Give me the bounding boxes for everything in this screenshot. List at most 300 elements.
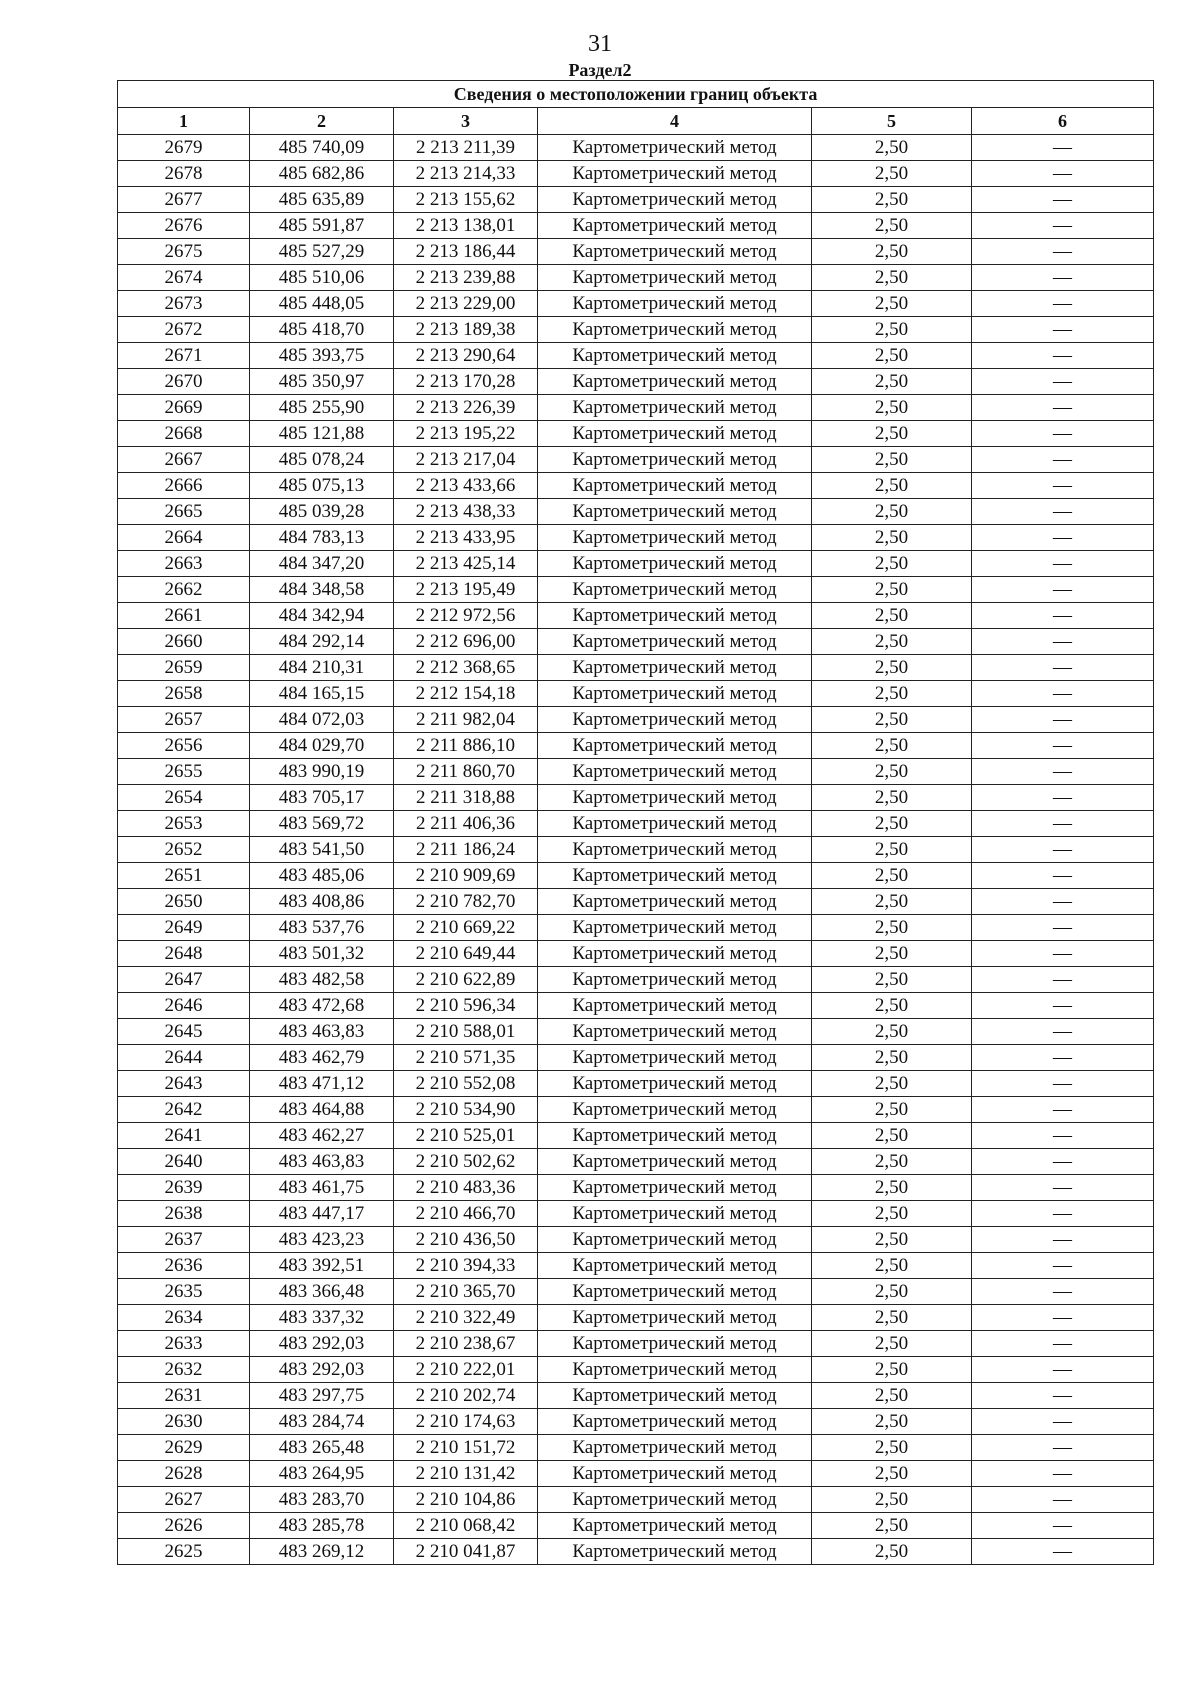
accuracy-cell: 2,50 xyxy=(812,915,972,941)
method-cell: Картометрический метод xyxy=(538,1097,812,1123)
table-row xyxy=(118,421,1154,447)
table-row xyxy=(118,811,1154,837)
description-cell: — xyxy=(972,1279,1154,1305)
method-cell: Картометрический метод xyxy=(538,1227,812,1253)
point-number-cell: 2629 xyxy=(118,1435,250,1461)
y-coordinate-cell: 2 210 151,72 xyxy=(394,1435,538,1461)
description-cell: — xyxy=(972,525,1154,551)
method-cell: Картометрический метод xyxy=(538,889,812,915)
description-cell: — xyxy=(972,1305,1154,1331)
table-body xyxy=(118,135,1154,1565)
method-cell: Картометрический метод xyxy=(538,993,812,1019)
description-cell: — xyxy=(972,967,1154,993)
description-cell: — xyxy=(972,837,1154,863)
x-coordinate-cell: 483 292,03 xyxy=(250,1331,394,1357)
method-cell: Картометрический метод xyxy=(538,1383,812,1409)
table-row xyxy=(118,291,1154,317)
x-coordinate-cell: 483 264,95 xyxy=(250,1461,394,1487)
table-row xyxy=(118,967,1154,993)
x-coordinate-cell: 485 591,87 xyxy=(250,213,394,239)
y-coordinate-cell: 2 213 155,62 xyxy=(394,187,538,213)
accuracy-cell: 2,50 xyxy=(812,837,972,863)
description-cell: — xyxy=(972,499,1154,525)
point-number-cell: 2636 xyxy=(118,1253,250,1279)
table-row xyxy=(118,577,1154,603)
column-number-row xyxy=(118,108,1154,135)
y-coordinate-cell: 2 210 483,36 xyxy=(394,1175,538,1201)
x-coordinate-cell: 483 472,68 xyxy=(250,993,394,1019)
point-number-cell: 2651 xyxy=(118,863,250,889)
description-cell: — xyxy=(972,707,1154,733)
point-number-cell: 2667 xyxy=(118,447,250,473)
y-coordinate-cell: 2 213 170,28 xyxy=(394,369,538,395)
x-coordinate-cell: 485 039,28 xyxy=(250,499,394,525)
x-coordinate-cell: 483 537,76 xyxy=(250,915,394,941)
method-cell: Картометрический метод xyxy=(538,759,812,785)
description-cell: — xyxy=(972,863,1154,889)
description-cell: — xyxy=(972,941,1154,967)
accuracy-cell: 2,50 xyxy=(812,785,972,811)
description-cell: — xyxy=(972,291,1154,317)
accuracy-cell: 2,50 xyxy=(812,1305,972,1331)
description-cell: — xyxy=(972,1045,1154,1071)
accuracy-cell: 2,50 xyxy=(812,395,972,421)
description-cell: — xyxy=(972,1123,1154,1149)
description-cell: — xyxy=(972,1487,1154,1513)
accuracy-cell: 2,50 xyxy=(812,291,972,317)
point-number-cell: 2642 xyxy=(118,1097,250,1123)
y-coordinate-cell: 2 213 433,95 xyxy=(394,525,538,551)
x-coordinate-cell: 485 121,88 xyxy=(250,421,394,447)
method-cell: Картометрический метод xyxy=(538,733,812,759)
accuracy-cell: 2,50 xyxy=(812,1097,972,1123)
point-number-cell: 2660 xyxy=(118,629,250,655)
description-cell: — xyxy=(972,161,1154,187)
x-coordinate-cell: 483 292,03 xyxy=(250,1357,394,1383)
accuracy-cell: 2,50 xyxy=(812,421,972,447)
point-number-cell: 2671 xyxy=(118,343,250,369)
point-number-cell: 2643 xyxy=(118,1071,250,1097)
method-cell: Картометрический метод xyxy=(538,1435,812,1461)
description-cell: — xyxy=(972,993,1154,1019)
x-coordinate-cell: 485 682,86 xyxy=(250,161,394,187)
point-number-cell: 2675 xyxy=(118,239,250,265)
point-number-cell: 2679 xyxy=(118,135,250,161)
method-cell: Картометрический метод xyxy=(538,603,812,629)
point-number-cell: 2668 xyxy=(118,421,250,447)
point-number-cell: 2648 xyxy=(118,941,250,967)
table-row xyxy=(118,1253,1154,1279)
point-number-cell: 2633 xyxy=(118,1331,250,1357)
accuracy-cell: 2,50 xyxy=(812,499,972,525)
point-number-cell: 2638 xyxy=(118,1201,250,1227)
description-cell: — xyxy=(972,135,1154,161)
method-cell: Картометрический метод xyxy=(538,1149,812,1175)
table-row xyxy=(118,213,1154,239)
x-coordinate-cell: 483 297,75 xyxy=(250,1383,394,1409)
point-number-cell: 2674 xyxy=(118,265,250,291)
method-cell: Картометрический метод xyxy=(538,629,812,655)
accuracy-cell: 2,50 xyxy=(812,1461,972,1487)
description-cell: — xyxy=(972,811,1154,837)
method-cell: Картометрический метод xyxy=(538,1201,812,1227)
x-coordinate-cell: 485 418,70 xyxy=(250,317,394,343)
method-cell: Картометрический метод xyxy=(538,837,812,863)
table-row xyxy=(118,525,1154,551)
method-cell: Картометрический метод xyxy=(538,707,812,733)
accuracy-cell: 2,50 xyxy=(812,135,972,161)
accuracy-cell: 2,50 xyxy=(812,317,972,343)
point-number-cell: 2655 xyxy=(118,759,250,785)
y-coordinate-cell: 2 210 041,87 xyxy=(394,1539,538,1565)
y-coordinate-cell: 2 210 068,42 xyxy=(394,1513,538,1539)
accuracy-cell: 2,50 xyxy=(812,941,972,967)
x-coordinate-cell: 485 510,06 xyxy=(250,265,394,291)
y-coordinate-cell: 2 213 195,22 xyxy=(394,421,538,447)
table-row xyxy=(118,1461,1154,1487)
point-number-cell: 2673 xyxy=(118,291,250,317)
description-cell: — xyxy=(972,1409,1154,1435)
method-cell: Картометрический метод xyxy=(538,655,812,681)
method-cell: Картометрический метод xyxy=(538,187,812,213)
accuracy-cell: 2,50 xyxy=(812,1539,972,1565)
method-cell: Картометрический метод xyxy=(538,291,812,317)
column-number-header: 2 xyxy=(250,108,394,135)
x-coordinate-cell: 483 283,70 xyxy=(250,1487,394,1513)
accuracy-cell: 2,50 xyxy=(812,265,972,291)
table-row xyxy=(118,499,1154,525)
table-row xyxy=(118,343,1154,369)
x-coordinate-cell: 483 392,51 xyxy=(250,1253,394,1279)
y-coordinate-cell: 2 210 588,01 xyxy=(394,1019,538,1045)
x-coordinate-cell: 484 072,03 xyxy=(250,707,394,733)
description-cell: — xyxy=(972,1513,1154,1539)
x-coordinate-cell: 483 423,23 xyxy=(250,1227,394,1253)
description-cell: — xyxy=(972,577,1154,603)
point-number-cell: 2649 xyxy=(118,915,250,941)
accuracy-cell: 2,50 xyxy=(812,1123,972,1149)
y-coordinate-cell: 2 211 886,10 xyxy=(394,733,538,759)
point-number-cell: 2641 xyxy=(118,1123,250,1149)
table-row xyxy=(118,447,1154,473)
description-cell: — xyxy=(972,1253,1154,1279)
y-coordinate-cell: 2 211 186,24 xyxy=(394,837,538,863)
x-coordinate-cell: 483 990,19 xyxy=(250,759,394,785)
x-coordinate-cell: 484 342,94 xyxy=(250,603,394,629)
accuracy-cell: 2,50 xyxy=(812,681,972,707)
y-coordinate-cell: 2 213 229,00 xyxy=(394,291,538,317)
accuracy-cell: 2,50 xyxy=(812,1149,972,1175)
point-number-cell: 2634 xyxy=(118,1305,250,1331)
method-cell: Картометрический метод xyxy=(538,551,812,577)
description-cell: — xyxy=(972,317,1154,343)
description-cell: — xyxy=(972,369,1154,395)
accuracy-cell: 2,50 xyxy=(812,161,972,187)
point-number-cell: 2659 xyxy=(118,655,250,681)
table-row xyxy=(118,785,1154,811)
method-cell: Картометрический метод xyxy=(538,317,812,343)
y-coordinate-cell: 2 213 195,49 xyxy=(394,577,538,603)
point-number-cell: 2625 xyxy=(118,1539,250,1565)
method-cell: Картометрический метод xyxy=(538,473,812,499)
y-coordinate-cell: 2 212 972,56 xyxy=(394,603,538,629)
table-row xyxy=(118,863,1154,889)
table-row xyxy=(118,759,1154,785)
x-coordinate-cell: 485 075,13 xyxy=(250,473,394,499)
table-row xyxy=(118,1279,1154,1305)
table-row xyxy=(118,1175,1154,1201)
table-row xyxy=(118,265,1154,291)
accuracy-cell: 2,50 xyxy=(812,863,972,889)
accuracy-cell: 2,50 xyxy=(812,733,972,759)
y-coordinate-cell: 2 210 131,42 xyxy=(394,1461,538,1487)
description-cell: — xyxy=(972,1461,1154,1487)
accuracy-cell: 2,50 xyxy=(812,811,972,837)
description-cell: — xyxy=(972,421,1154,447)
point-number-cell: 2669 xyxy=(118,395,250,421)
y-coordinate-cell: 2 213 189,38 xyxy=(394,317,538,343)
x-coordinate-cell: 485 740,09 xyxy=(250,135,394,161)
x-coordinate-cell: 483 462,79 xyxy=(250,1045,394,1071)
accuracy-cell: 2,50 xyxy=(812,551,972,577)
method-cell: Картометрический метод xyxy=(538,1409,812,1435)
description-cell: — xyxy=(972,1071,1154,1097)
accuracy-cell: 2,50 xyxy=(812,967,972,993)
point-number-cell: 2677 xyxy=(118,187,250,213)
point-number-cell: 2631 xyxy=(118,1383,250,1409)
method-cell: Картометрический метод xyxy=(538,135,812,161)
accuracy-cell: 2,50 xyxy=(812,1071,972,1097)
y-coordinate-cell: 2 210 571,35 xyxy=(394,1045,538,1071)
method-cell: Картометрический метод xyxy=(538,811,812,837)
x-coordinate-cell: 483 485,06 xyxy=(250,863,394,889)
y-coordinate-cell: 2 213 186,44 xyxy=(394,239,538,265)
method-cell: Картометрический метод xyxy=(538,1513,812,1539)
method-cell: Картометрический метод xyxy=(538,863,812,889)
table-row xyxy=(118,681,1154,707)
section-title: Раздел2 xyxy=(568,60,632,80)
method-cell: Картометрический метод xyxy=(538,1019,812,1045)
table-row xyxy=(118,1045,1154,1071)
point-number-cell: 2663 xyxy=(118,551,250,577)
y-coordinate-cell: 2 212 368,65 xyxy=(394,655,538,681)
x-coordinate-cell: 483 541,50 xyxy=(250,837,394,863)
y-coordinate-cell: 2 211 318,88 xyxy=(394,785,538,811)
point-number-cell: 2647 xyxy=(118,967,250,993)
x-coordinate-cell: 483 284,74 xyxy=(250,1409,394,1435)
point-number-cell: 2654 xyxy=(118,785,250,811)
table-row xyxy=(118,603,1154,629)
accuracy-cell: 2,50 xyxy=(812,213,972,239)
y-coordinate-cell: 2 213 211,39 xyxy=(394,135,538,161)
point-number-cell: 2662 xyxy=(118,577,250,603)
y-coordinate-cell: 2 211 860,70 xyxy=(394,759,538,785)
method-cell: Картометрический метод xyxy=(538,447,812,473)
table-row xyxy=(118,473,1154,499)
x-coordinate-cell: 483 337,32 xyxy=(250,1305,394,1331)
point-number-cell: 2644 xyxy=(118,1045,250,1071)
x-coordinate-cell: 484 165,15 xyxy=(250,681,394,707)
method-cell: Картометрический метод xyxy=(538,1461,812,1487)
y-coordinate-cell: 2 213 217,04 xyxy=(394,447,538,473)
table-row xyxy=(118,1227,1154,1253)
accuracy-cell: 2,50 xyxy=(812,603,972,629)
method-cell: Картометрический метод xyxy=(538,1357,812,1383)
y-coordinate-cell: 2 210 238,67 xyxy=(394,1331,538,1357)
description-cell: — xyxy=(972,239,1154,265)
table-caption: Сведения о местоположении границ объекта xyxy=(118,81,1154,108)
x-coordinate-cell: 483 461,75 xyxy=(250,1175,394,1201)
x-coordinate-cell: 483 285,78 xyxy=(250,1513,394,1539)
description-cell: — xyxy=(972,603,1154,629)
description-cell: — xyxy=(972,785,1154,811)
y-coordinate-cell: 2 210 466,70 xyxy=(394,1201,538,1227)
y-coordinate-cell: 2 212 696,00 xyxy=(394,629,538,655)
y-coordinate-cell: 2 210 525,01 xyxy=(394,1123,538,1149)
description-cell: — xyxy=(972,1227,1154,1253)
accuracy-cell: 2,50 xyxy=(812,629,972,655)
table-row xyxy=(118,369,1154,395)
method-cell: Картометрический метод xyxy=(538,1331,812,1357)
x-coordinate-cell: 483 366,48 xyxy=(250,1279,394,1305)
point-number-cell: 2672 xyxy=(118,317,250,343)
method-cell: Картометрический метод xyxy=(538,577,812,603)
point-number-cell: 2653 xyxy=(118,811,250,837)
description-cell: — xyxy=(972,1175,1154,1201)
x-coordinate-cell: 485 527,29 xyxy=(250,239,394,265)
method-cell: Картометрический метод xyxy=(538,967,812,993)
table-row xyxy=(118,655,1154,681)
y-coordinate-cell: 2 213 214,33 xyxy=(394,161,538,187)
description-cell: — xyxy=(972,733,1154,759)
x-coordinate-cell: 485 350,97 xyxy=(250,369,394,395)
accuracy-cell: 2,50 xyxy=(812,1201,972,1227)
point-number-cell: 2627 xyxy=(118,1487,250,1513)
table-row xyxy=(118,1149,1154,1175)
accuracy-cell: 2,50 xyxy=(812,525,972,551)
y-coordinate-cell: 2 210 669,22 xyxy=(394,915,538,941)
y-coordinate-cell: 2 210 622,89 xyxy=(394,967,538,993)
description-cell: — xyxy=(972,343,1154,369)
description-cell: — xyxy=(972,1383,1154,1409)
boundary-coordinates-table xyxy=(117,80,1154,1565)
y-coordinate-cell: 2 210 782,70 xyxy=(394,889,538,915)
x-coordinate-cell: 485 255,90 xyxy=(250,395,394,421)
description-cell: — xyxy=(972,187,1154,213)
method-cell: Картометрический метод xyxy=(538,681,812,707)
y-coordinate-cell: 2 210 394,33 xyxy=(394,1253,538,1279)
y-coordinate-cell: 2 211 406,36 xyxy=(394,811,538,837)
description-cell: — xyxy=(972,655,1154,681)
table-row xyxy=(118,1513,1154,1539)
table-row xyxy=(118,1201,1154,1227)
method-cell: Картометрический метод xyxy=(538,1175,812,1201)
table-row xyxy=(118,187,1154,213)
method-cell: Картометрический метод xyxy=(538,525,812,551)
table-row xyxy=(118,317,1154,343)
x-coordinate-cell: 484 210,31 xyxy=(250,655,394,681)
x-coordinate-cell: 484 029,70 xyxy=(250,733,394,759)
accuracy-cell: 2,50 xyxy=(812,1279,972,1305)
point-number-cell: 2632 xyxy=(118,1357,250,1383)
y-coordinate-cell: 2 210 322,49 xyxy=(394,1305,538,1331)
method-cell: Картометрический метод xyxy=(538,265,812,291)
method-cell: Картометрический метод xyxy=(538,1123,812,1149)
accuracy-cell: 2,50 xyxy=(812,1383,972,1409)
y-coordinate-cell: 2 210 104,86 xyxy=(394,1487,538,1513)
y-coordinate-cell: 2 210 365,70 xyxy=(394,1279,538,1305)
accuracy-cell: 2,50 xyxy=(812,1513,972,1539)
description-cell: — xyxy=(972,213,1154,239)
method-cell: Картометрический метод xyxy=(538,915,812,941)
y-coordinate-cell: 2 210 649,44 xyxy=(394,941,538,967)
y-coordinate-cell: 2 210 534,90 xyxy=(394,1097,538,1123)
table-row xyxy=(118,1409,1154,1435)
column-number-header: 4 xyxy=(538,108,812,135)
point-number-cell: 2652 xyxy=(118,837,250,863)
point-number-cell: 2666 xyxy=(118,473,250,499)
table-row xyxy=(118,1539,1154,1565)
x-coordinate-cell: 483 408,86 xyxy=(250,889,394,915)
page-number: 31 xyxy=(588,31,612,57)
x-coordinate-cell: 483 462,27 xyxy=(250,1123,394,1149)
method-cell: Картометрический метод xyxy=(538,1305,812,1331)
x-coordinate-cell: 485 448,05 xyxy=(250,291,394,317)
y-coordinate-cell: 2 210 222,01 xyxy=(394,1357,538,1383)
description-cell: — xyxy=(972,1149,1154,1175)
table-row xyxy=(118,1487,1154,1513)
description-cell: — xyxy=(972,1539,1154,1565)
accuracy-cell: 2,50 xyxy=(812,707,972,733)
point-number-cell: 2664 xyxy=(118,525,250,551)
method-cell: Картометрический метод xyxy=(538,395,812,421)
y-coordinate-cell: 2 210 502,62 xyxy=(394,1149,538,1175)
table-row xyxy=(118,1071,1154,1097)
table-row xyxy=(118,1097,1154,1123)
method-cell: Картометрический метод xyxy=(538,421,812,447)
accuracy-cell: 2,50 xyxy=(812,343,972,369)
table-row xyxy=(118,135,1154,161)
method-cell: Картометрический метод xyxy=(538,941,812,967)
y-coordinate-cell: 2 210 202,74 xyxy=(394,1383,538,1409)
x-coordinate-cell: 483 269,12 xyxy=(250,1539,394,1565)
x-coordinate-cell: 483 471,12 xyxy=(250,1071,394,1097)
point-number-cell: 2630 xyxy=(118,1409,250,1435)
table-row xyxy=(118,915,1154,941)
y-coordinate-cell: 2 210 436,50 xyxy=(394,1227,538,1253)
point-number-cell: 2637 xyxy=(118,1227,250,1253)
table-row xyxy=(118,837,1154,863)
point-number-cell: 2626 xyxy=(118,1513,250,1539)
accuracy-cell: 2,50 xyxy=(812,655,972,681)
description-cell: — xyxy=(972,1019,1154,1045)
x-coordinate-cell: 483 482,58 xyxy=(250,967,394,993)
accuracy-cell: 2,50 xyxy=(812,1487,972,1513)
accuracy-cell: 2,50 xyxy=(812,1435,972,1461)
method-cell: Картометрический метод xyxy=(538,239,812,265)
table-row xyxy=(118,551,1154,577)
description-cell: — xyxy=(972,1331,1154,1357)
point-number-cell: 2645 xyxy=(118,1019,250,1045)
table-row xyxy=(118,993,1154,1019)
point-number-cell: 2670 xyxy=(118,369,250,395)
table-row xyxy=(118,889,1154,915)
method-cell: Картометрический метод xyxy=(538,499,812,525)
description-cell: — xyxy=(972,551,1154,577)
method-cell: Картометрический метод xyxy=(538,1253,812,1279)
description-cell: — xyxy=(972,1357,1154,1383)
table-row xyxy=(118,161,1154,187)
